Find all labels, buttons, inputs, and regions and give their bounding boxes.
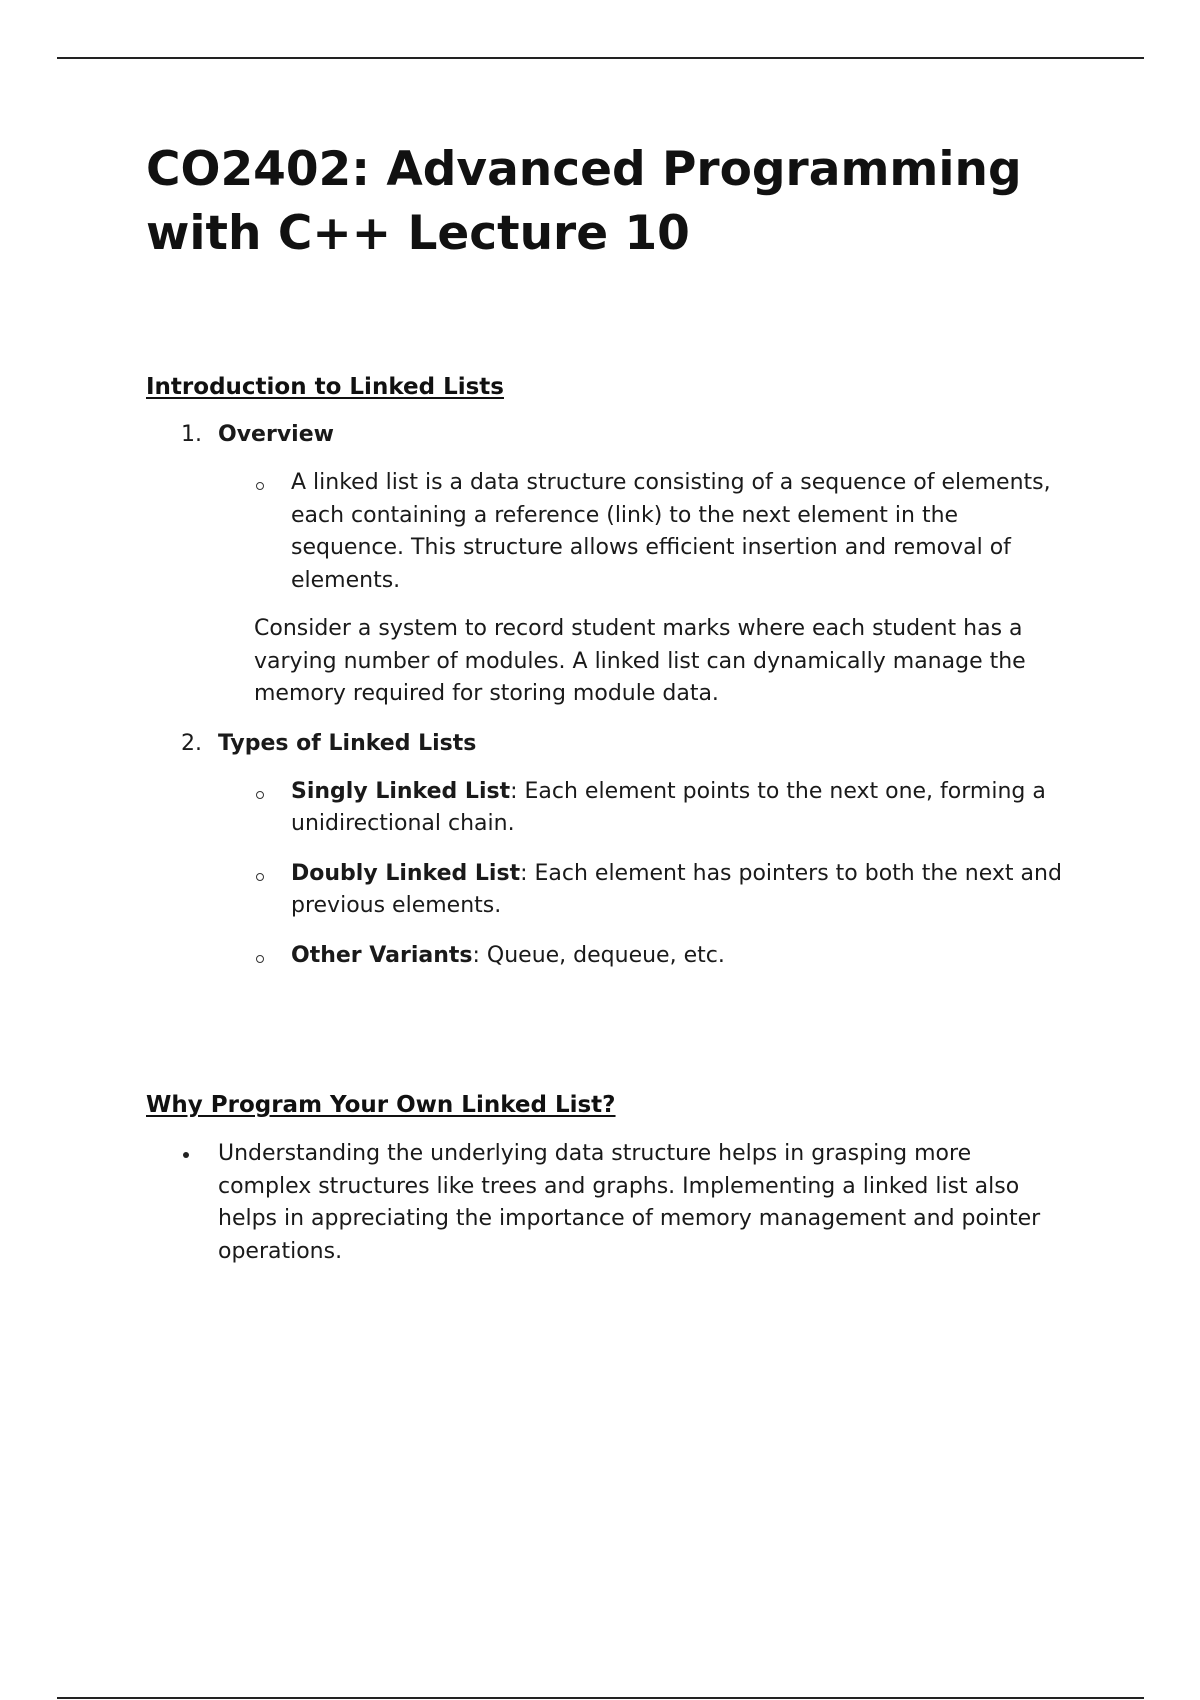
title-line-1: CO2402: Advanced Programming	[146, 142, 1022, 197]
section-heading-why: Why Program Your Own Linked List?	[146, 1092, 616, 1118]
sub-bullet-text: : Queue, dequeue, etc.	[472, 942, 725, 968]
item-number: 1.	[181, 422, 202, 447]
item-title: Types of Linked Lists	[218, 730, 477, 756]
overview-example-paragraph: Consider a system to record student marks where each student has a varying number of modules. A linked list can dynamically manage the memory required for storing module data.	[254, 616, 1026, 706]
sub-bullet-doubly-linked	[146, 858, 1066, 923]
hollow-circle-bullet-icon	[256, 873, 264, 881]
hollow-circle-bullet-icon	[256, 955, 264, 963]
sub-bullet-text: A linked list is a data structure consisting of a sequence of elements, each containing a reference (link) to the next element in the sequence. This structure allows efficient insertion and removal of elements.	[291, 470, 1051, 593]
sub-bullet-text: : Each element points to the next one, forming a unidirectional chain.	[291, 778, 1046, 836]
bottom-rule	[57, 1697, 1144, 1699]
top-rule	[57, 57, 1144, 59]
term-singly-linked-list: Singly Linked List	[291, 778, 511, 804]
filled-dot-bullet-icon	[183, 1152, 189, 1158]
section-heading-intro: Introduction to Linked Lists	[146, 374, 504, 400]
bullet-text: Understanding the underlying data structure helps in grasping more complex structures like trees and graphs. Implementing a linked list also helps in appreciating the importance of memory management and pointer operations.	[218, 1141, 1041, 1264]
item-number: 2.	[181, 730, 202, 756]
sub-bullet-other-variants	[146, 940, 1066, 973]
hollow-circle-bullet-icon	[256, 482, 264, 490]
title-line-2: with C++ Lecture 10	[146, 206, 690, 261]
term-doubly-linked-list: Doubly Linked List	[291, 860, 521, 886]
hollow-circle-bullet-icon	[256, 791, 264, 799]
document-title	[146, 138, 1066, 266]
document-body	[146, 138, 1066, 1268]
numbered-item-overview	[146, 420, 1066, 450]
numbered-item-types	[146, 729, 1066, 759]
why-bullet	[146, 1138, 1066, 1268]
item-title: Overview	[218, 422, 334, 447]
sub-bullet-singly-linked	[146, 776, 1066, 841]
term-other-variants: Other Variants	[291, 942, 473, 968]
sub-bullet-text: : Each element has pointers to both the next and previous elements.	[291, 860, 1062, 918]
sub-bullet-overview-definition	[146, 467, 1066, 597]
